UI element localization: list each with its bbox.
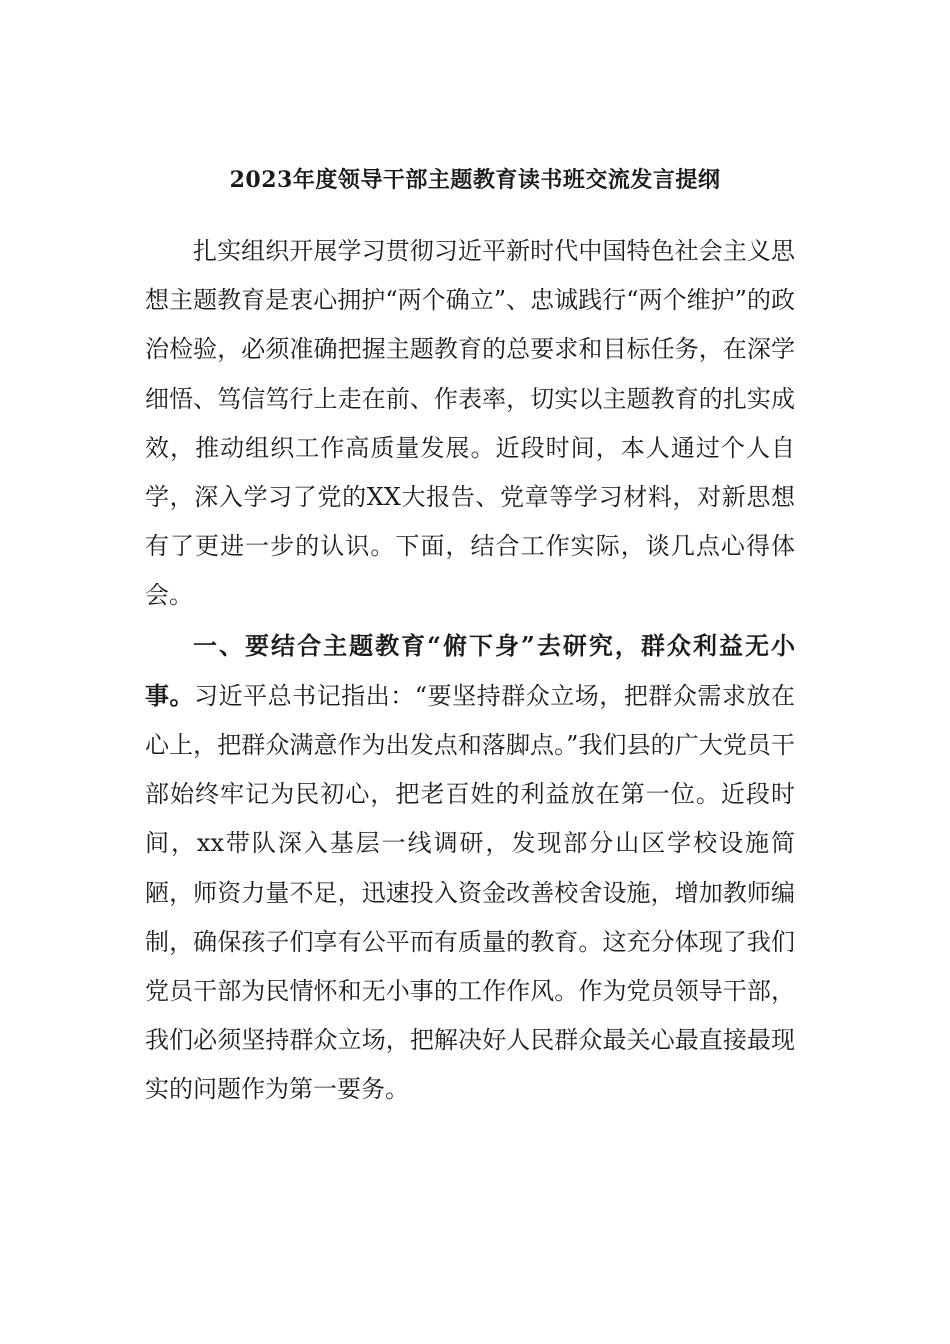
paragraph-intro bbox=[145, 227, 795, 621]
document-body bbox=[145, 227, 795, 1115]
paragraph-intro-text: 扎实组织开展学习贯彻习近平新时代中国特色社会主义思想主题教育是衷心拥护“两个确立”、忠诚践行“两个维护”的政治检验，必须准确把握主题教育的总要求和目标任务，在深学细悟、笃信笃行上走在前、作表率，切实以主题教育的扎实成效，推动组织工作高质量发展。近段时间，本人通过个人自学，深入学习了党的XX大报告、党章等学习材料，对新思想有了更进一步的认识。下面，结合工作实际，谈几点心得体会。 bbox=[145, 237, 795, 610]
section-1-heading: 一、要结合主题教育“俯下身”去研究，群众利益无小事。 bbox=[145, 630, 795, 710]
document-title: 2023年度领导干部主题教育读书班交流发言提纲 bbox=[229, 167, 721, 193]
section-1-text: 习近平总书记指出：“要坚持群众立场，把群众需求放在心上，把群众满意作为出发点和落脚点。”我们县的广大党员干部始终牢记为民初心，把老百姓的利益放在第一位。近段时间，xx带队深入基层一线调研，发现部分山区学校设施简陋，师资力量不足，迅速投入资金改善校舍设施，增加教师编制，确保孩子们享有公平而有质量的教育。这充分体现了我们党员干部为民情怀和无小事的工作作风。作为党员领导干部，我们必须坚持群众立场，把解决好人民群众最关心最直接最现实的问题作为第一要务。 bbox=[145, 681, 795, 1104]
paragraph-section-1 bbox=[145, 621, 795, 1115]
